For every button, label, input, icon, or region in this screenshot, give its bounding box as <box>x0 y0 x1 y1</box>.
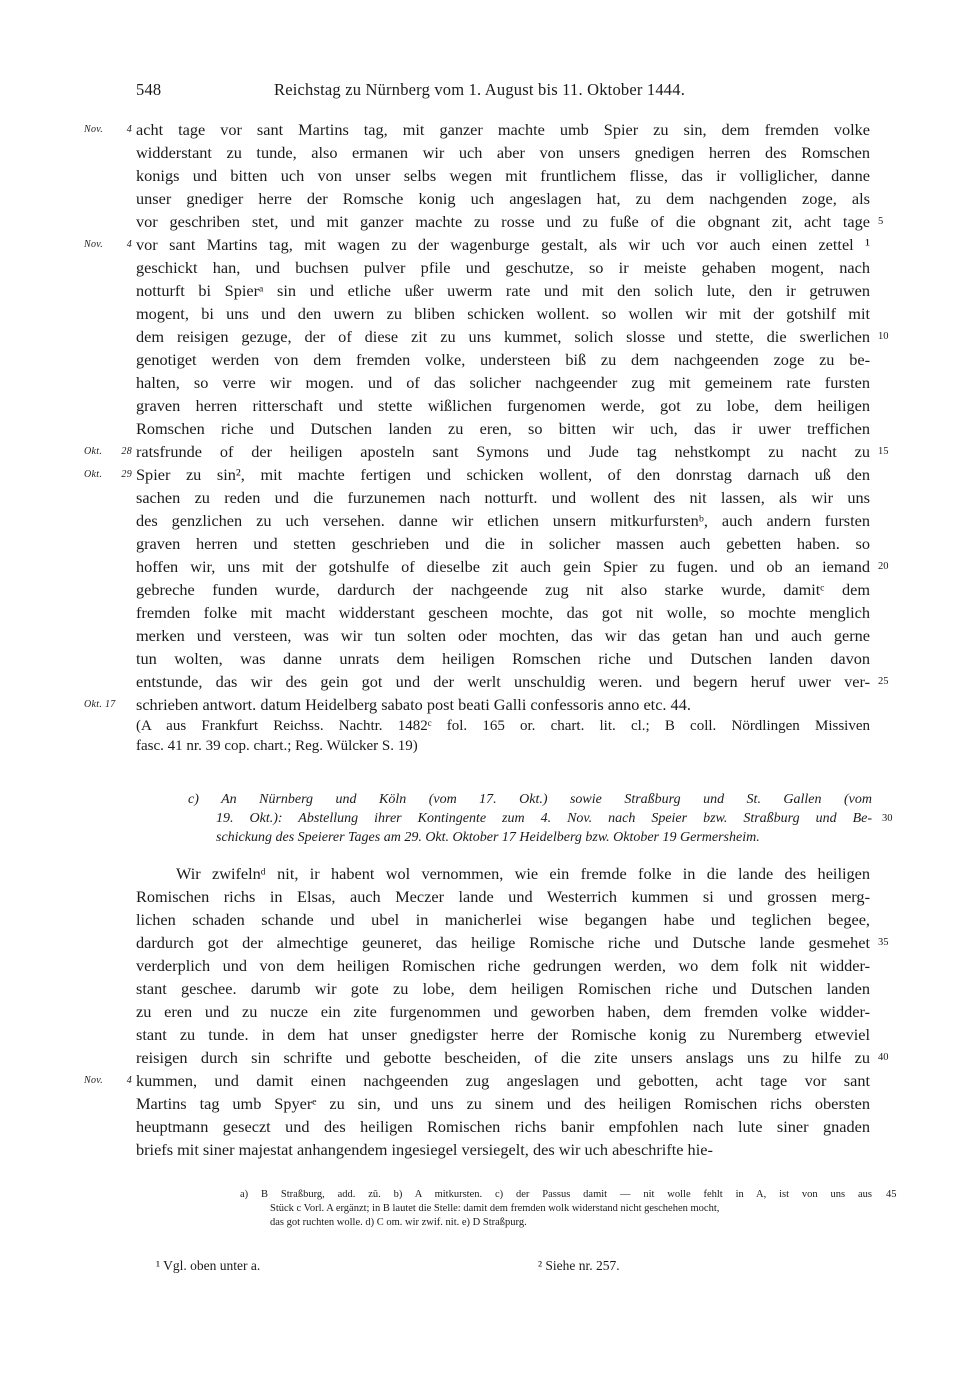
body-line <box>136 670 889 693</box>
body-line-text: merken und versteen, was wir tun solten oder mochten, das wir das getan han und auch gerne <box>136 626 870 645</box>
body-line-text: ratsfrunde of der heiligen aposteln sant Symons und Jude tag nehstkompt zu nacht zu <box>136 442 870 461</box>
body-line <box>136 486 870 509</box>
body-line-text: zu eren und zu nucze ein zite furgenommen und geworben haben, dem fremden volke widder- <box>136 1002 870 1021</box>
body-line <box>136 187 870 210</box>
body-line-text: halten, so verre wir mogen. und of das solicher nachgeender zug mit gemeinem rate fursten <box>136 373 870 392</box>
line-number: 15 <box>878 446 889 457</box>
body-line-text: sachen zu reden und die furzunemen nach notturft. und wollent des nit lassen, als wir uns <box>136 488 870 507</box>
body-line-text: vor geschriben stet, und mit ganzer machte zu rosse und zu fuße of die obgnant zit, acht tage <box>136 212 870 231</box>
apparatus-line-text: Stück c Vorl. A ergänzt; in B lautet die Stelle: damit dem fremden wolk widerstand nicht geschehen mocht, <box>270 1203 720 1214</box>
regest-c <box>188 790 893 847</box>
body-line <box>84 463 870 486</box>
body-line-text: notturft bi Spierᵃ sin und etliche ußer uwerm rate und mit den solich lute, den ir getruwen <box>136 281 870 300</box>
body-line-text: vor sant Martins tag, mit wagen zu der wagenburge gestalt, als wir uch vor auch einen zettel ¹ <box>136 235 870 254</box>
page-number: 548 <box>136 80 162 99</box>
body-line-text: tun wolten, was danne unrats dem heiligen Romschen riche und Dutschen landen davon <box>136 649 870 668</box>
body-line-text: genotiget werden von dem fremden volke, understeen biß zu dem nachgeenden zoge zu be- <box>136 350 870 369</box>
apparatus-line <box>240 1216 872 1230</box>
body-line <box>136 977 870 1000</box>
apparatus-line <box>240 1188 897 1202</box>
body-line <box>136 394 870 417</box>
line-number: 20 <box>878 561 889 572</box>
body-line-text: dem reisigen gezuge, der of diese zit zu uns kummet, solich slosse und stette, die swerlichen <box>136 327 870 346</box>
body-line-text: des genzlichen zu uch versehen. danne wir etlichen unsern mitkurfurstenᵇ, auch andern fursten <box>136 511 870 530</box>
body-line-text: lichen schaden schande und ubel in manicherlei wise begangen habe und teglichen begee, <box>136 910 870 929</box>
body-line <box>136 1115 870 1138</box>
body-line-text: hoffen wir, uns mit der gotshulfe of dieselbe zit auch gein Spier zu fugen. und ob an iemand <box>136 557 870 576</box>
source-note <box>136 716 870 756</box>
body-line-text: Romschen riche und Dutschen landen zu eren, so bitten wir uch, das ir uwer treffichen <box>136 419 870 438</box>
body-line-text: acht tage vor sant Martins tag, mit ganzer machte umb Spier zu sin, dem fremden volke <box>136 120 870 139</box>
body-line-text: fremden folke mit macht widderstant gescheen mochte, das got nit wolle, so mochte menglich <box>136 603 870 622</box>
apparatus-line <box>240 1202 872 1216</box>
line-number: 5 <box>878 216 884 227</box>
regest-line-text: c) An Nürnberg und Köln (vom 17. Okt.) sowie Straßburg und St. Gallen (vom <box>188 792 872 807</box>
apparatus-line-text: das got ruchten wolle. d) C om. wir zwif. nit. e) D Straßpurg. <box>270 1217 527 1228</box>
body-line-text: mogent, bi uns und den uwern zu bliben schicken wollent. so wollen wir mit der gotshilf mit <box>136 304 870 323</box>
body-line-text: Martins tag umb Spyerᵉ zu sin, und uns zu sinem und des heiligen Romischen richs obersten <box>136 1094 870 1113</box>
source-note-line: (A aus Frankfurt Reichss. Nachtr. 1482ᶜ fol. 165 or. chart. lit. cl.; B coll. Nördlingen Missiven <box>136 718 870 734</box>
body-line-text: geschickt han, und buchsen pulver pfile und geschutze, so ir meiste gehaben mogent, nach <box>136 258 870 277</box>
body-line <box>136 1000 870 1023</box>
body-line-text: widderstant zu tunde, also ermanen wir uch aber von unsers gnedigen herren des Romschen <box>136 143 870 162</box>
letter-text-a <box>84 118 889 716</box>
body-line-text: dardurch got der almechtige geuneret, das heilige Romische riche und Dutsche lande gesmehet <box>136 933 870 952</box>
body-line <box>136 256 870 279</box>
body-line <box>136 931 889 954</box>
body-line <box>136 302 870 325</box>
body-line-text: graven herren und stetten geschrieben und die in solicher massen auch gebetten haben. so <box>136 534 870 553</box>
running-title: Reichstag zu Nürnberg vom 1. August bis 11. Oktober 1444. <box>274 80 686 99</box>
critical-apparatus <box>240 1188 897 1230</box>
line-number: 35 <box>878 937 889 948</box>
body-line <box>136 555 889 578</box>
line-number: 40 <box>878 1052 889 1063</box>
body-line <box>136 647 870 670</box>
body-line <box>136 1023 870 1046</box>
body-line <box>84 693 870 716</box>
body-line-text: schrieben antwort. datum Heidelberg sabato post beati Galli confessoris anno etc. 44. <box>136 695 691 714</box>
body-line <box>136 509 870 532</box>
body-line <box>84 440 889 463</box>
body-line <box>136 1138 870 1161</box>
margin-date: Okt. 17 <box>84 699 116 710</box>
letter-text-c <box>84 862 889 1161</box>
body-line-text: unser gnediger herre der Romsche konig uch angeslagen hat, zu dem nachgenden zoge, als <box>136 189 870 208</box>
line-number: 30 <box>882 813 893 824</box>
body-line <box>136 908 870 931</box>
body-line-text: Wir zwifelnᵈ nit, ir habent wol vernommen, wie ein fremde folke in die lande des heiligen <box>176 864 870 883</box>
body-line <box>136 325 889 348</box>
regest-line <box>188 790 872 809</box>
regest-line <box>188 828 872 847</box>
page-header <box>136 80 872 102</box>
apparatus-line-text: a) B Straßburg, add. zû. b) A mitkursten. c) der Passus damit — nit wolle fehlt in A, ist von uns aus <box>240 1189 872 1200</box>
body-line-text: stant zu tunde. in dem hat unser gnedigster herre der Romische konig zu Nuremberg etweviel <box>136 1025 870 1044</box>
body-line <box>136 1092 870 1115</box>
source-note-line: fasc. 41 nr. 39 cop. chart.; Reg. Wülcker S. 19) <box>136 738 418 754</box>
body-line <box>84 233 870 256</box>
margin-date: Okt. 28 <box>84 446 132 457</box>
body-line <box>136 164 870 187</box>
footnote-1: ¹ Vgl. oben unter a. <box>156 1258 261 1273</box>
body-line-text: gebreche funden wurde, dardurch der nachgeende zug nit also starke wurde, damitᶜ dem <box>136 580 870 599</box>
body-line-text: briefs mit siner majestat anhangendem ingesiegel versiegelt, des wir uch abeschrifte hie- <box>136 1140 713 1159</box>
body-line-text: graven herren ritterschaft und stette wißlichen furgenomen werde, got zu lobe, dem heiligen <box>136 396 870 415</box>
body-line <box>136 141 870 164</box>
margin-date: Nov. 4 <box>84 239 132 250</box>
body-line-text: Romischen richs in Elsas, auch Meczer lande und Westerrich kummen si und grossen merg- <box>136 887 870 906</box>
body-line <box>136 532 870 555</box>
body-line <box>136 885 870 908</box>
line-number: 45 <box>886 1189 897 1200</box>
body-line-text: Spier zu sin², mit machte fertigen und schicken wollent, of den donrstag darnach uß den <box>136 465 870 484</box>
body-line-text: konigs und bitten uch von unser selbs wegen mit fruntlichem flisse, das ir volliglicher, danne <box>136 166 870 185</box>
body-line-text: reisigen durch sin schrifte und gebotte bescheiden, of die zite unsers anslags uns zu hilfe zu <box>136 1048 870 1067</box>
footnote-2: ² Siehe nr. 257. <box>538 1258 620 1273</box>
line-number: 25 <box>878 676 889 687</box>
body-line-text: kummen, und damit einen nachgeenden zug angeslagen und gebotten, acht tage vor sant <box>136 1071 870 1090</box>
body-line <box>136 601 870 624</box>
body-line-text: heuptmann geseczt und des heiligen Romischen richs banir empfohlen nach lute siner gnaden <box>136 1117 870 1136</box>
body-line <box>136 210 884 233</box>
body-line <box>84 1069 870 1092</box>
body-line <box>136 371 870 394</box>
body-line <box>136 954 870 977</box>
margin-date: Nov. 4 <box>84 1075 132 1086</box>
regest-line-text: schickung des Speierer Tages am 29. Okt. Oktober 17 Heidelberg bzw. Oktober 19 Germersheim. <box>216 830 760 845</box>
body-line-text: stant geschee. darumb wir gote zu lobe, dem heiligen Romischen riche und Dutschen landen <box>136 979 870 998</box>
body-line <box>136 348 870 371</box>
body-line <box>136 279 870 302</box>
margin-date: Nov. 4 <box>84 124 132 135</box>
body-line <box>136 417 870 440</box>
line-number: 10 <box>878 331 889 342</box>
body-line-text: entstunde, das wir des gein got und der werlt unschuldig weren. und begern heruf uwer ver- <box>136 672 870 691</box>
body-line <box>136 624 870 647</box>
footnotes <box>156 1258 856 1278</box>
margin-date: Okt. 29 <box>84 469 132 480</box>
regest-line-text: 19. Okt.): Abstellung ihrer Kontingente zum 4. Nov. nach Speier bzw. Straßburg und Be- <box>216 811 872 826</box>
regest-line <box>188 809 893 828</box>
body-line <box>136 1046 889 1069</box>
body-line <box>84 118 870 141</box>
body-line <box>136 578 870 601</box>
body-line <box>136 862 870 885</box>
body-line-text: verderplich und von dem heiligen Romischen riche gedrungen werden, wo dem folk nit widder- <box>136 956 870 975</box>
